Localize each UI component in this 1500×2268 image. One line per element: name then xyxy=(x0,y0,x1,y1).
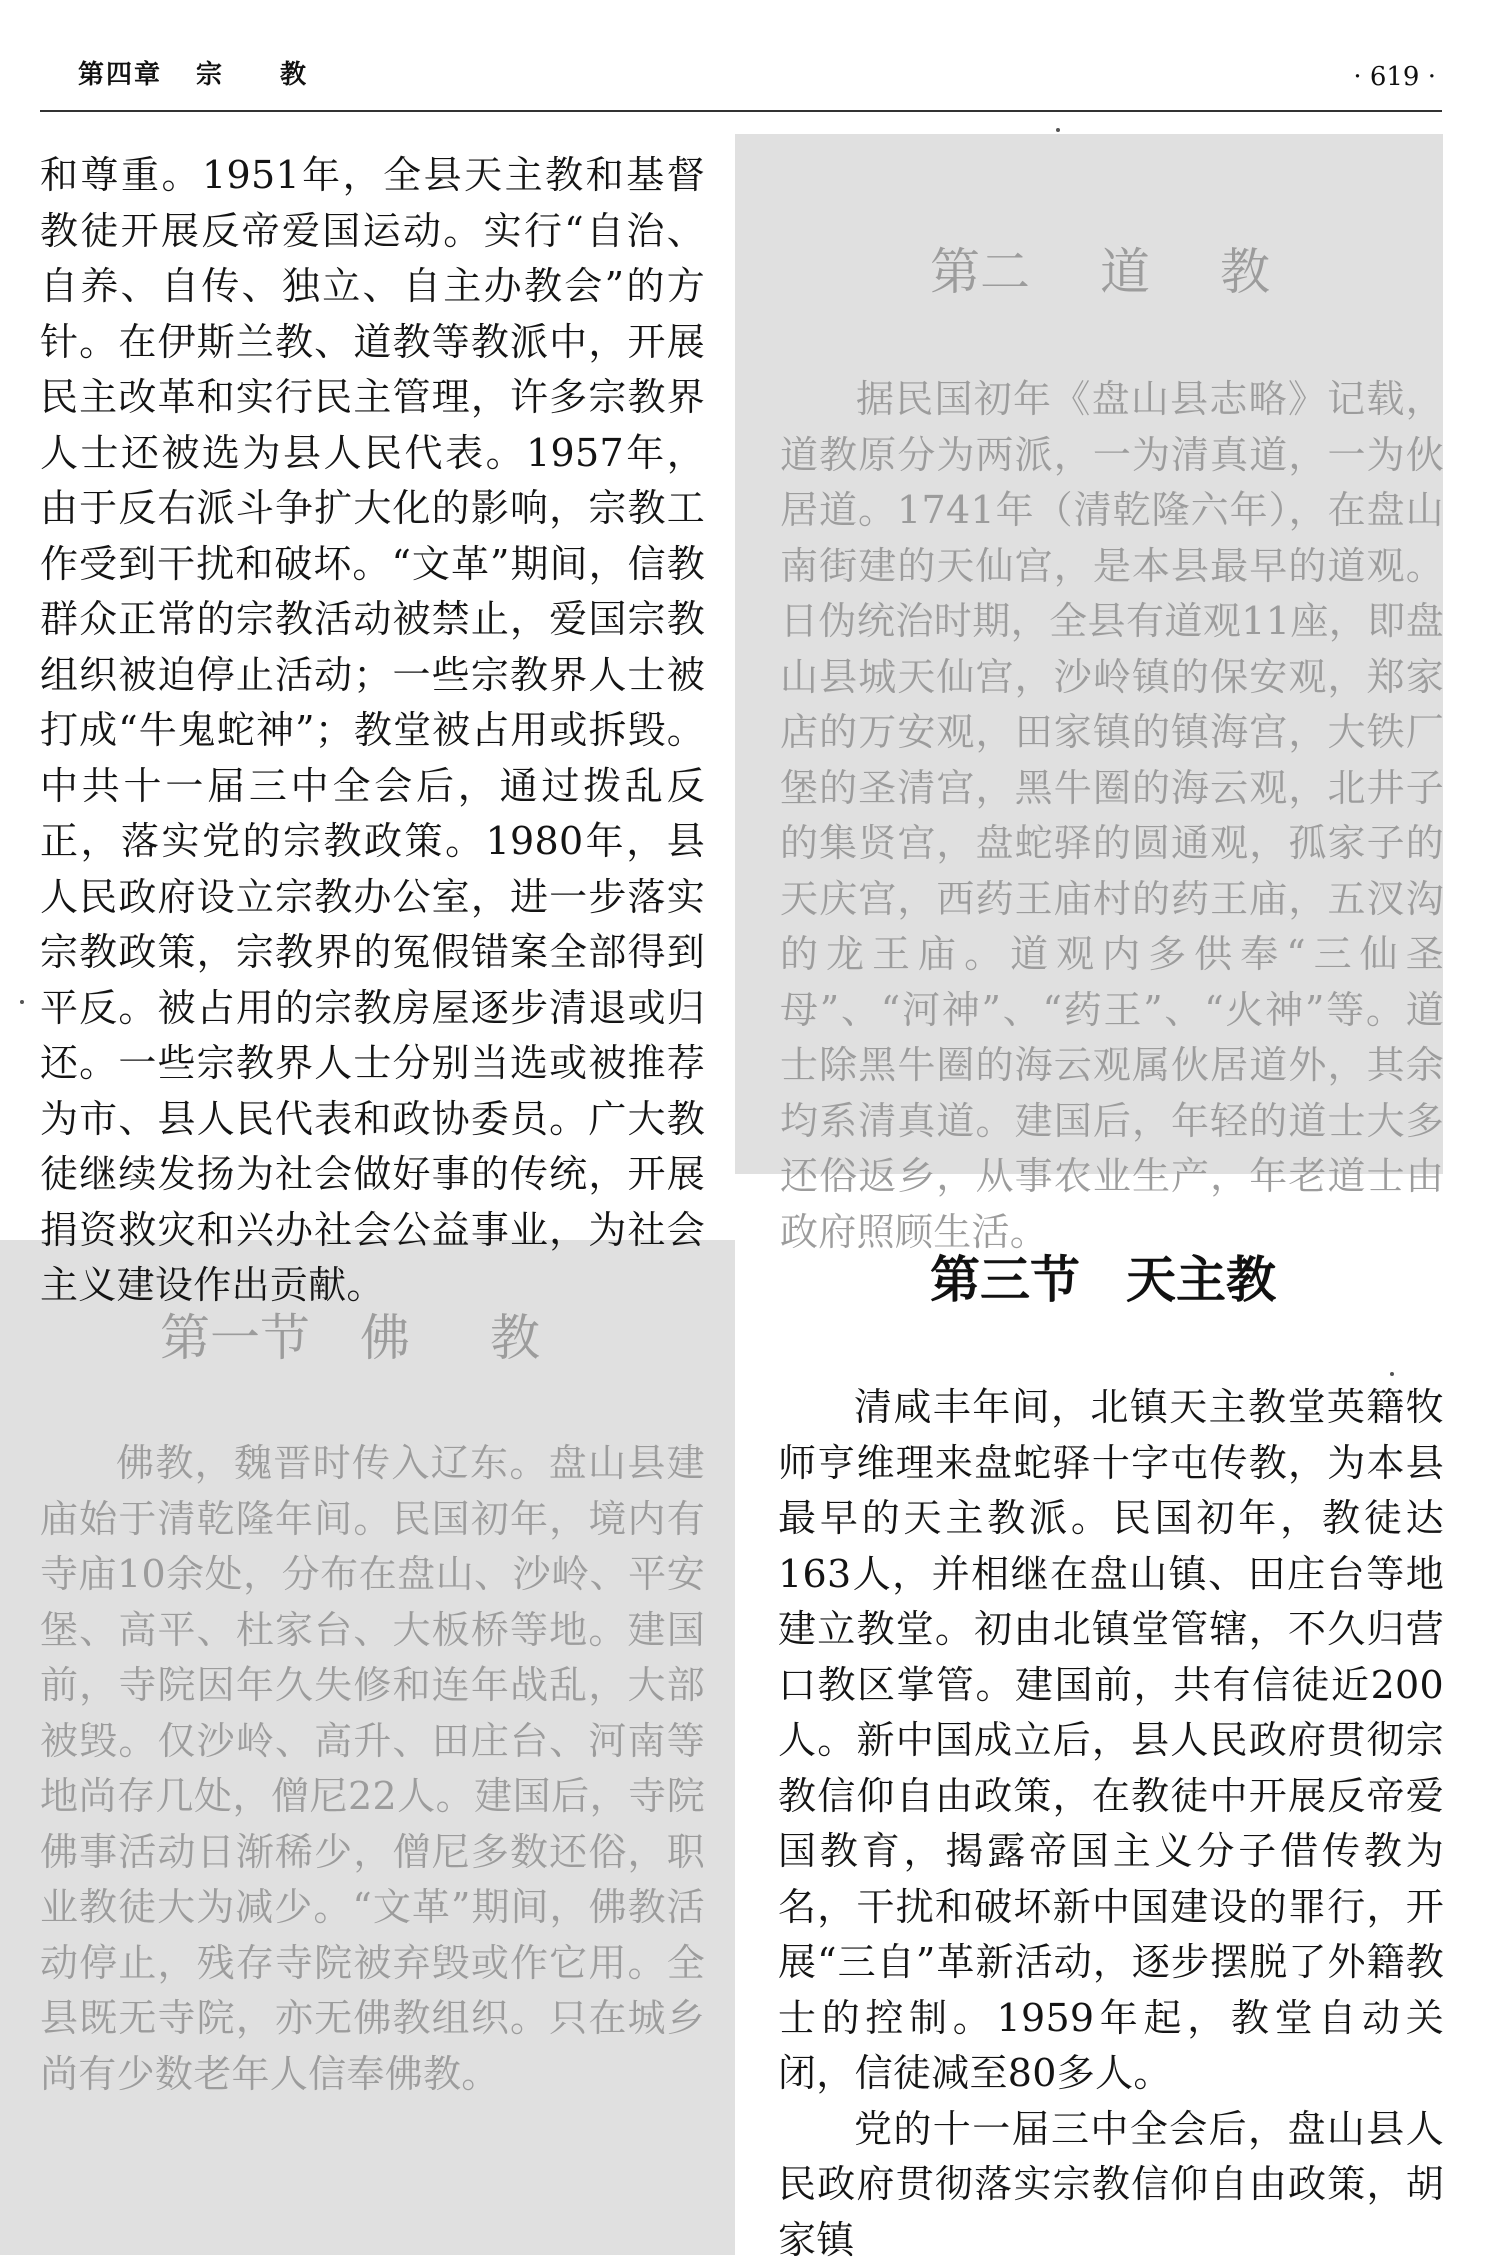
chapter-title-char-1: 宗 xyxy=(196,60,224,90)
section-title-buddhism-char-1: 佛 xyxy=(360,1309,410,1367)
page-number: · 619 · xyxy=(1353,62,1436,92)
section-body-catholicism xyxy=(778,1380,1444,2268)
section-title-daoism-char-1: 道 xyxy=(1100,243,1150,301)
catholicism-paragraph-2: 党的十一届三中全会后，盘山县人民政府贯彻落实宗教信仰自由政策，胡家镇 xyxy=(778,2102,1444,2268)
scan-speck xyxy=(1056,128,1060,132)
section-title-buddhism xyxy=(160,1298,540,1370)
catholicism-paragraph-1: 清咸丰年间，北镇天主教堂英籍牧师亨维理来盘蛇驿十字屯传教，为本县最早的天主教派。民国初年，教徒达163人，并相继在盘山镇、田庄台等地建立教堂。初由北镇堂管辖，不久归营口教区掌管。建国前，共有信徒近200人。新中国成立后，县人民政府贯彻宗教信仰自由政策，在教徒中开展反帝爱国教育，揭露帝国主义分子借传教为名，干扰和破坏新中国建设的罪行，开展“三自”革新活动，逐步摆脱了外籍教士的控制。1959年起，教堂自动关闭，信徒减至80多人。 xyxy=(778,1380,1444,2102)
section-title-daoism xyxy=(930,232,1270,304)
continuation-paragraph: 和尊重。1951年，全县天主教和基督教徒开展反帝爱国运动。实行“自治、自养、自传、独立、自主办教会”的方针。在伊斯兰教、道教等教派中，开展民主改革和实行民主管理，许多宗教界人士还被选为县人民代表。1957年，由于反右派斗争扩大化的影响，宗教工作受到干扰和破坏。“文革”期间，信教群众正常的宗教活动被禁止，爱国宗教组织被迫停止活动；一些宗教界人士被打成“牛鬼蛇神”；教堂被占用或拆毁。中共十一届三中全会后，通过拨乱反正，落实党的宗教政策。1980年，县人民政府设立宗教办公室，进一步落实宗教政策，宗教界的冤假错案全部得到平反。被占用的宗教房屋逐步清退或归还。一些宗教界人士分别当选或被推荐为市、县人民代表和政协委员。广大教徒继续发扬为社会做好事的传统，开展捐资救灾和兴办社会公益事业，为社会主义建设作出贡献。 xyxy=(40,148,705,1314)
section-title-buddhism-number: 第一节 xyxy=(160,1309,310,1367)
section-title-catholicism-name: 天主教 xyxy=(1126,1250,1276,1309)
chapter-title-char-2: 教 xyxy=(280,60,308,90)
chapter-label: 第四章 xyxy=(78,60,162,90)
section-title-daoism-number: 第二 xyxy=(930,243,1030,301)
buddhism-paragraph: 佛教，魏晋时传入辽东。盘山县建庙始于清乾隆年间。民国初年，境内有寺庙10余处，分布在盘山、沙岭、平安堡、高平、杜家台、大板桥等地。建国前，寺院因年久失修和连年战乱，大部被毁。仅沙岭、高升、田庄台、河南等地尚存几处，僧尼22人。建国后，寺院佛事活动日渐稀少，僧尼多数还俗，职业教徒大为减少。“文革”期间，佛教活动停止，残存寺院被弃毁或作它用。全县既无寺院，亦无佛教组织。只在城乡尚有少数老年人信奉佛教。 xyxy=(40,1436,705,2102)
section-body-buddhism xyxy=(40,1436,705,2102)
section-title-catholicism xyxy=(930,1240,1276,1312)
section-title-buddhism-char-2: 教 xyxy=(490,1309,540,1367)
scan-speck xyxy=(1390,1372,1394,1376)
scan-speck xyxy=(20,1000,24,1004)
section-body-daoism xyxy=(780,372,1444,1260)
daoism-paragraph: 据民国初年《盘山县志略》记载，道教原分为两派，一为清真道，一为伙居道。1741年（清乾隆六年），在盘山南街建的天仙宫，是本县最早的道观。日伪统治时期，全县有道观11座，即盘山县城天仙宫，沙岭镇的保安观，郑家店的万安观，田家镇的镇海宫，大铁厂堡的圣清宫，黑牛圈的海云观，北井子的集贤宫，盘蛇驿的圆通观，孤家子的天庆宫，西药王庙村的药王庙，五汊沟的龙王庙。道观内多供奉“三仙圣母”、“河神”、“药王”、“火神”等。道士除黑牛圈的海云观属伙居道外，其余均系清真道。建国后，年轻的道士大多还俗返乡，从事农业生产，年老道士由政府照顾生活。 xyxy=(780,372,1444,1260)
left-column xyxy=(40,148,705,1314)
section-title-daoism-char-2: 教 xyxy=(1220,243,1270,301)
section-title-catholicism-number: 第三节 xyxy=(930,1250,1080,1309)
header-rule xyxy=(40,110,1442,112)
running-header-chapter xyxy=(78,54,308,91)
